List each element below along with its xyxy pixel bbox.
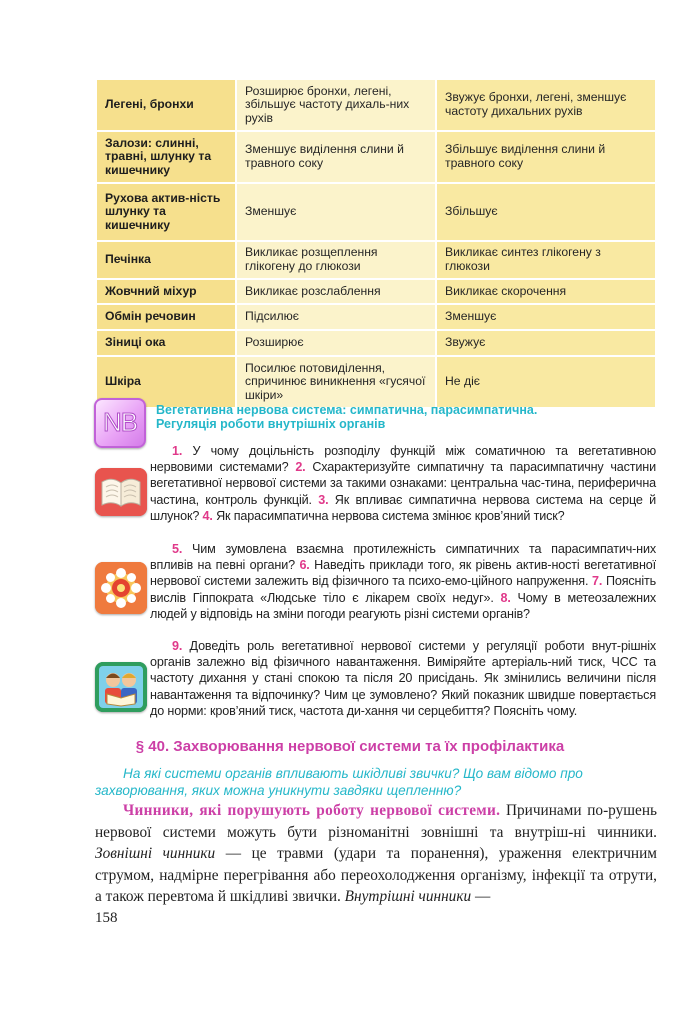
sympathetic-cell: Розширює бронхи, легені, збільшує частоту дихаль-них рухів bbox=[236, 79, 436, 131]
table-row bbox=[96, 183, 656, 241]
organ-cell: Зіниці ока bbox=[96, 330, 236, 356]
section-title: § 40. Захворювання нервової системи та їх профілактика bbox=[135, 738, 565, 755]
organ-cell: Жовчний міхур bbox=[96, 279, 236, 304]
table-row bbox=[96, 356, 656, 408]
question-text: Поясніть вислів Гіппократа «Людське тіло є лікарем своїх недуг». bbox=[150, 574, 656, 605]
table-row bbox=[96, 304, 656, 330]
sympathetic-cell: Викликає розслаблення bbox=[236, 279, 436, 304]
sympathetic-cell: Посилює потовиділення, спричинює виникнення «гусячої шкіри» bbox=[236, 356, 436, 408]
parasympathetic-cell: Зменшує bbox=[436, 304, 656, 330]
parasympathetic-cell: Збільшує виділення слини й травного соку bbox=[436, 131, 656, 183]
parasympathetic-cell: Звужує бронхи, легені, зменшує частоту дихальних рухів bbox=[436, 79, 656, 131]
organ-cell: Обмін речовин bbox=[96, 304, 236, 330]
autonomic-effects-table bbox=[95, 78, 657, 409]
questions-block-1 bbox=[150, 443, 656, 524]
section-intro-questions: На які системи органів впливають шкідливі звички? Що вам відомо про захворювання, яких можна уникнути завдяки щепленню? bbox=[95, 766, 583, 798]
table-row bbox=[96, 131, 656, 183]
external-factors-term: Зовнішні чинники bbox=[95, 845, 216, 862]
question-text: Схарактеризуйте симпатичну та парасимпатичну частини вегетативної нервової системи за такими ознаками: центральна час-тина, периферична частина, контроль функцій. bbox=[150, 460, 656, 507]
sympathetic-cell: Зменшує bbox=[236, 183, 436, 241]
question-text: Як парасимпатична нервова система змінює кров’яний тиск? bbox=[212, 508, 565, 523]
sympathetic-cell: Підсилює bbox=[236, 304, 436, 330]
question-number: 5. bbox=[172, 542, 183, 556]
question-number: 9. bbox=[172, 639, 183, 653]
section-body bbox=[95, 800, 657, 908]
parasympathetic-cell: Звужує bbox=[436, 330, 656, 356]
sympathetic-cell: Розширює bbox=[236, 330, 436, 356]
organ-cell: Залози: слинні, травні, шлунку та кишечнику bbox=[96, 131, 236, 183]
body-text: — bbox=[471, 888, 491, 905]
question-number: 7. bbox=[592, 574, 603, 589]
parasympathetic-cell: Викликає синтез глікогену з глюкози bbox=[436, 241, 656, 279]
table-row bbox=[96, 330, 656, 356]
nb-icon-label: NB bbox=[102, 407, 138, 437]
sympathetic-cell: Викликає розщеплення глікогену до глюкози bbox=[236, 241, 436, 279]
nb-icon bbox=[94, 398, 146, 448]
organ-cell: Рухова актив-ність шлунку та кишечнику bbox=[96, 183, 236, 241]
parasympathetic-cell: Викликає скорочення bbox=[436, 279, 656, 304]
open-book-icon bbox=[95, 468, 147, 516]
questions-block-3 bbox=[150, 638, 656, 719]
table-row bbox=[96, 279, 656, 304]
table-row bbox=[96, 79, 656, 131]
parasympathetic-cell: Не діє bbox=[436, 356, 656, 408]
nb-header-line1: Вегетативна нервова система: симпатична, парасимпатична. bbox=[156, 403, 538, 417]
questions-block-2 bbox=[150, 541, 656, 622]
nb-header-line2: Регуляція роботи внутрішніх органів bbox=[156, 417, 386, 431]
question-number: 8. bbox=[500, 590, 511, 605]
question-text: Наведіть приклади того, як рівень актив-ності вегетативної нервової системи залежить від фізичного та психо-емо-ційного напруження. bbox=[150, 558, 656, 589]
body-text: — це травми (удари та поранення), ураження електричним струмом, надмірне перегрівання або переохолодження організму, інфекції та отрути, а також перевтома й шкідливі звички. bbox=[95, 845, 657, 905]
question-text: У чому доцільність розподілу функцій між соматичною та вегетативною нервовими системами? bbox=[150, 444, 656, 475]
question-text: Як впливає симпатична нервова система на серце й шлунок? bbox=[150, 492, 657, 523]
parasympathetic-cell: Збільшує bbox=[436, 183, 656, 241]
question-text: Доведіть роль вегетативної нервової системи у регуляції роботи внут-рішніх органів залежно від фізичного навантаження. Виміряйте артеріаль-ний тиск, ЧСС та частоту дихання у стані спокою та після 20 присідань. Як змінились величини після навантаження та відпочинку? Чим це зумовлено? Який показник швидше повертається до норми: кров’яний тиск, частота ди-хання чи серцебиття? Поясніть чому. bbox=[150, 639, 656, 718]
organ-cell: Шкіра bbox=[96, 356, 236, 408]
question-number: 6. bbox=[299, 558, 310, 573]
question-number: 4. bbox=[202, 508, 213, 523]
page-number: 158 bbox=[95, 910, 118, 926]
organ-cell: Печінка bbox=[96, 241, 236, 279]
nb-header bbox=[156, 403, 656, 431]
question-number: 1. bbox=[172, 444, 183, 458]
internal-factors-term: Внутрішні чинники bbox=[344, 888, 472, 905]
body-text: Причинами по-рушень нервової системи можуть бути різноманітні зовнішні та внутріш-ні чинники. bbox=[95, 802, 657, 841]
question-number: 2. bbox=[295, 460, 306, 475]
paragraph-lead: Чинники, які порушують роботу нервової системи. bbox=[123, 802, 501, 819]
table-row bbox=[96, 241, 656, 279]
organ-cell: Легені, бронхи bbox=[96, 79, 236, 131]
question-text: Чим зумовлена взаємна протилежність симпатичних та парасимпатич-них впливів на певні органи? bbox=[150, 542, 656, 573]
question-text: Чому в метеозалежних людей у відповідь на зміни погоди реагують різні системи органів? bbox=[150, 590, 656, 621]
cogwheel-icon bbox=[95, 562, 147, 614]
question-number: 3. bbox=[318, 492, 329, 507]
children-reading-icon bbox=[95, 662, 147, 712]
sympathetic-cell: Зменшує виділення слини й травного соку bbox=[236, 131, 436, 183]
